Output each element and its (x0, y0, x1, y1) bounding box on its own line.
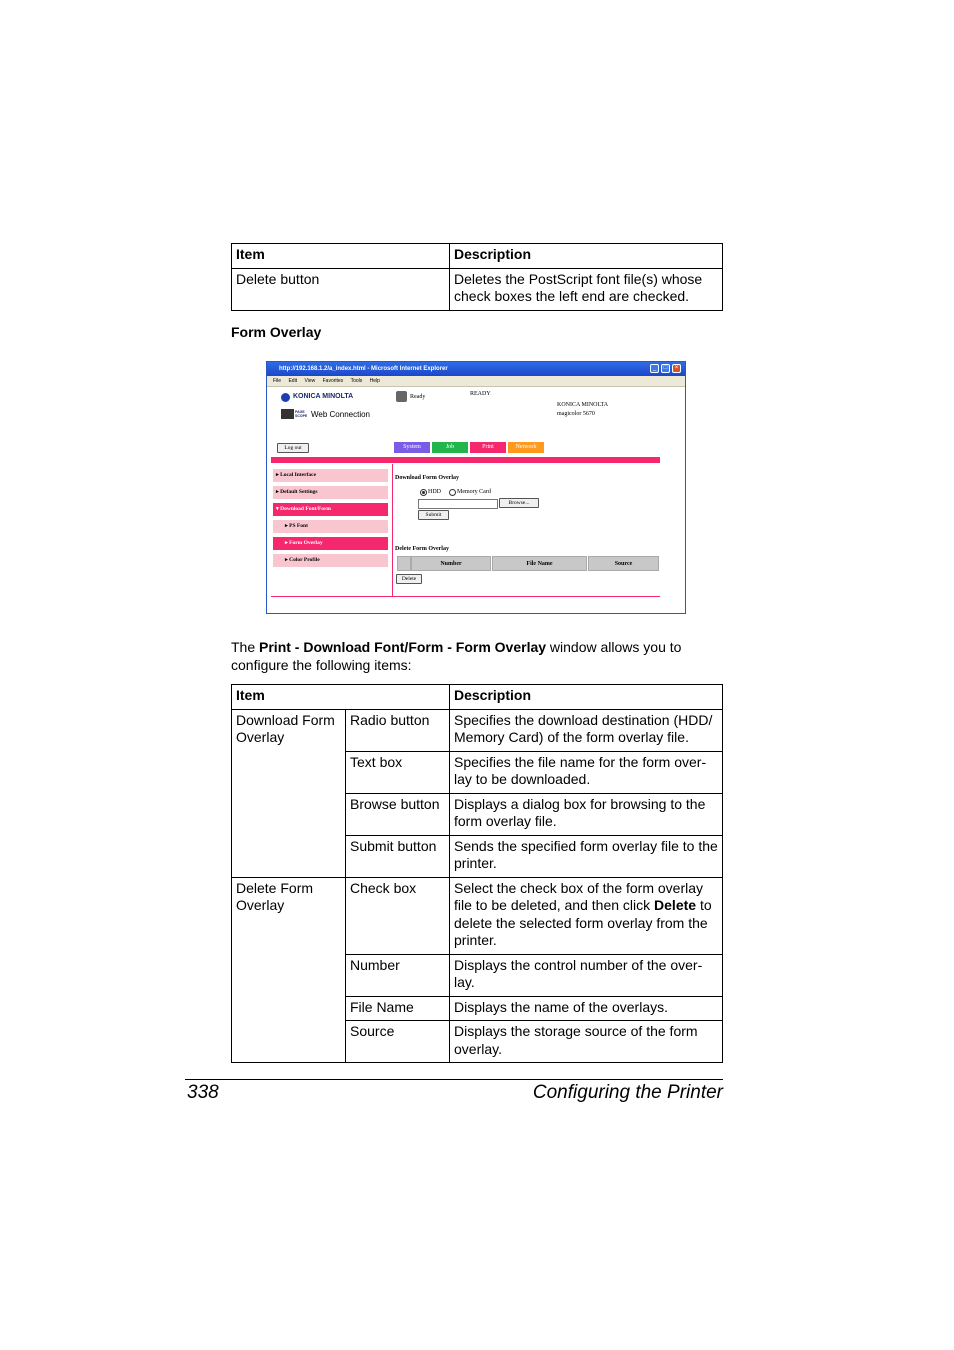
cell-sub: Submit button (346, 835, 450, 877)
nav-form-overlay[interactable]: ▸ Form Overlay (273, 537, 388, 550)
page-scope-label: PAGE SCOPE (295, 410, 308, 418)
menu-help[interactable]: Help (369, 378, 380, 384)
intro-bold: Print - Download Font/Form - Form Overlay (259, 639, 547, 655)
chapter-title: Configuring the Printer (532, 1082, 723, 1103)
file-input[interactable] (418, 499, 498, 509)
cell-sub: Check box (346, 877, 450, 954)
browser-screenshot (266, 361, 686, 614)
header-item: Item (232, 685, 450, 710)
col-file-name: File Name (492, 556, 587, 571)
cell-item: Delete button (232, 268, 450, 310)
window-title: http://192.168.1.2/a_index.html - Microsoft Internet Explorer (279, 366, 448, 372)
cell-item: Delete Form Overlay (232, 877, 346, 1063)
intro-pre: The (231, 639, 260, 655)
table-row (232, 268, 723, 310)
submit-button[interactable]: Submit (418, 510, 449, 520)
col-source: Source (588, 556, 659, 571)
cell-sub: Number (346, 954, 450, 996)
top-table (231, 243, 723, 311)
intro-post: window allows you to configure the following items: (231, 639, 682, 673)
col-number: Number (411, 556, 491, 571)
menu-bar (267, 376, 685, 387)
cell-description: Displays the control number of the over-lay. (450, 954, 723, 996)
cell-sub: File Name (346, 996, 450, 1021)
cell-sub: Radio button (346, 709, 450, 751)
radio-hdd[interactable] (420, 489, 427, 496)
status-value: READY (470, 391, 491, 397)
header-description: Description (450, 244, 723, 269)
main-table (231, 684, 723, 1063)
section-heading: Form Overlay (231, 324, 322, 340)
cell-description: Displays the storage source of the form overlay. (450, 1021, 723, 1063)
delete-button[interactable]: Delete (396, 574, 422, 584)
status-label: Ready (410, 394, 426, 400)
nav-ps-font[interactable]: ▸ PS Font (273, 520, 388, 533)
window-titlebar (267, 362, 685, 376)
cell-description (450, 877, 723, 954)
desc-post: to delete the selected form overlay from the printer. (454, 897, 712, 948)
web-connection-label: Web Connection (311, 410, 370, 419)
printer-icon (396, 391, 407, 402)
menu-file[interactable]: File (273, 378, 282, 384)
cell-description: Displays a dialog box for browsing to the form overlay file. (450, 793, 723, 835)
col-checkbox (397, 556, 411, 571)
nav-download-font-form[interactable]: ▾ Download Font/Form (273, 503, 388, 516)
radio-memory-card-label: Memory Card (457, 489, 491, 495)
maximize-icon[interactable]: □ (661, 364, 670, 373)
device-model: magicolor 5670 (557, 411, 595, 417)
radio-memory-card[interactable] (449, 489, 456, 496)
radio-hdd-label: HDD (428, 489, 441, 495)
cell-description: Specifies the file name for the form over-lay to be downloaded. (450, 751, 723, 793)
desc-pre: Select the check box of the form overlay file to be deleted, and then click (454, 879, 704, 913)
cell-item: Download Form Overlay (232, 709, 346, 877)
tab-print[interactable]: Print (470, 442, 506, 453)
header-description: Description (450, 685, 723, 710)
nav-default-settings[interactable]: ▸ Default Settings (273, 486, 388, 499)
cell-description: Deletes the PostScript font file(s) whose check boxes the left end are checked. (450, 268, 723, 310)
cell-sub: Text box (346, 751, 450, 793)
footer-rule (185, 1079, 723, 1080)
logout-button[interactable]: Log out (277, 443, 309, 453)
menu-favorites[interactable]: Favorites (322, 378, 344, 384)
header-divider (271, 457, 660, 463)
cell-sub: Browse button (346, 793, 450, 835)
close-icon[interactable]: × (672, 364, 681, 373)
menu-view[interactable]: View (304, 378, 316, 384)
desc-bold: Delete (654, 897, 697, 913)
browse-button[interactable]: Browse... (499, 498, 539, 508)
minimize-icon[interactable]: _ (650, 364, 659, 373)
nav-color-profile[interactable]: ▸ Color Profile (273, 554, 388, 567)
brand-name: KONICA MINOLTA (293, 393, 354, 400)
tab-job[interactable]: Job (432, 442, 468, 453)
pagescope-logo-icon (281, 409, 294, 419)
footer-divider (271, 596, 660, 597)
menu-edit[interactable]: Edit (288, 378, 298, 384)
menu-tools[interactable]: Tools (350, 378, 363, 384)
cell-description: Displays the name of the overlays. (450, 996, 723, 1021)
nav-divider (392, 464, 393, 596)
page-number: 338 (187, 1082, 219, 1103)
intro-paragraph (231, 638, 711, 674)
konica-logo-icon (281, 393, 290, 402)
header-item: Item (232, 244, 450, 269)
cell-description: Specifies the download destination (HDD/ Memory Card) of the form overlay file. (450, 709, 723, 751)
download-title: Download Form Overlay (395, 475, 459, 481)
nav-local-interface[interactable]: ▸ Local Interface (273, 469, 388, 482)
table-row (232, 877, 723, 954)
cell-description: Sends the specified form overlay file to the printer. (450, 835, 723, 877)
device-vendor: KONICA MINOLTA (557, 402, 609, 408)
tab-network[interactable]: Network (508, 442, 544, 453)
cell-sub: Source (346, 1021, 450, 1063)
tab-system[interactable]: System (394, 442, 430, 453)
table-row (232, 709, 723, 751)
delete-title: Delete Form Overlay (395, 546, 449, 552)
